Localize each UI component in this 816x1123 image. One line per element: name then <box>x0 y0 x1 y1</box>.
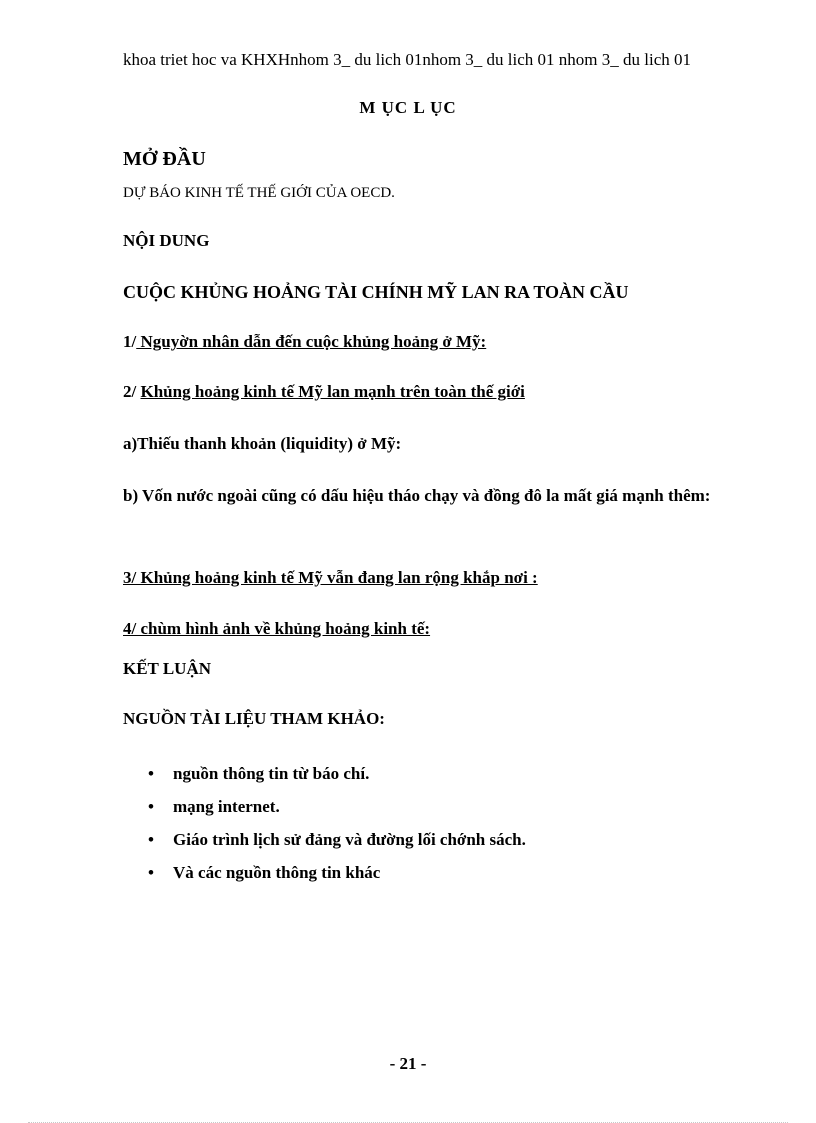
intro-subline: DỰ BÁO KINH TẾ THẾ GIỚI CỦA OECD. <box>123 185 395 201</box>
bullet-icon: • <box>148 863 154 882</box>
references-heading: NGUỒN TÀI LIỆU THAM KHẢO: <box>123 709 385 728</box>
toc-item-4: 4/ chùm hình ảnh về khủng hoảng kinh tế: <box>123 619 431 638</box>
toc-item-2-text: Khủng hoảng kinh tế Mỹ lan mạnh trên toàn thế giới <box>140 382 525 401</box>
page-number: - 21 - <box>389 1054 427 1073</box>
conclusion-heading: KẾT LUẬN <box>123 659 212 678</box>
toc-title: M ỤC L ỤC <box>359 98 457 117</box>
toc-item-1-text: Nguyờn nhân dẫn đến cuộc khủng hoảng ở Mỹ: <box>136 332 487 351</box>
list-item: • Giáo trình lịch sử đảng và đường lối chớnh sách. <box>123 823 526 856</box>
toc-item-1-prefix: 1/ <box>123 332 137 351</box>
intro-heading: MỞ ĐẦU <box>123 148 206 170</box>
toc-item-2 <box>123 382 525 402</box>
page-header: khoa triet hoc va KHXHnhom 3_ du lich 01nhom 3_ du lich 01 nhom 3_ du lich 01 <box>123 50 692 69</box>
list-item: • mạng internet. <box>123 790 526 823</box>
toc-item-a: a)Thiếu thanh khoản (liquidity) ở Mỹ: <box>123 434 402 453</box>
references-list <box>123 757 526 889</box>
content-heading: NỘI DUNG <box>123 231 210 250</box>
toc-item-2-prefix: 2/ <box>123 382 141 401</box>
bullet-icon: • <box>148 797 154 816</box>
main-topic: CUỘC KHỦNG HOẢNG TÀI CHÍNH MỸ LAN RA TOÀN CẦU <box>123 282 629 302</box>
bullet-icon: • <box>148 830 154 849</box>
toc-item-3: 3/ Khủng hoảng kinh tế Mỹ vẫn đang lan rộng khắp nơi : <box>123 568 538 587</box>
toc-item-1 <box>123 332 486 352</box>
list-item: • nguồn thông tin từ báo chí. <box>123 757 526 790</box>
list-item: • Và các nguồn thông tin khác <box>123 856 526 889</box>
bullet-icon: • <box>148 764 154 783</box>
toc-item-b: b) Vốn nước ngoài cũng có dấu hiệu tháo chạy và đồng đô la mất giá mạnh thêm: <box>123 486 711 505</box>
